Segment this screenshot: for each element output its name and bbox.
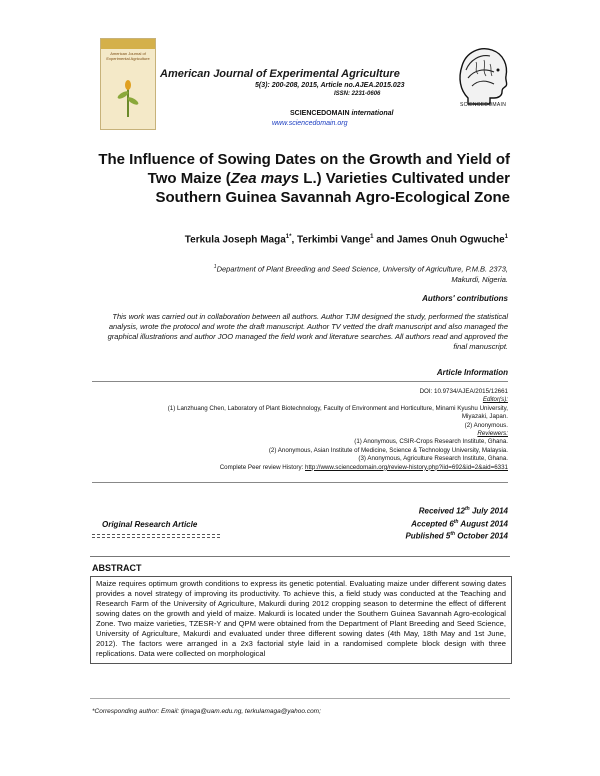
article-info-heading: Article Information <box>436 368 508 377</box>
editor-1-cont: Miyazaki, Japan. <box>461 413 508 421</box>
article-title: The Influence of Sowing Dates on the Growth and Yield of Two Maize (Zea mays L.) Varieties Cultivated under Southern Guinea Savannah Agro-Ecological Zone <box>98 151 510 206</box>
cover-title: American Journal of Experimental Agriculture <box>106 51 150 61</box>
contributions-text: This work was carried out in collaboration between all authors. Author TJM designed the study, performed the statistical analysis, wrote the protocol and wrote the draft manuscript. Author TV vetted the draft manuscript and also managed the graphical illustrations and author JOO managed the field work and literature searches. All authors read and approved the final manuscript. <box>107 312 508 351</box>
affiliation: $^1$Department of Plant Breeding and Seed Science, University of Agriculture, P.M.B. 2373, Makurdi, Nigeria. <box>213 264 508 284</box>
editor-2: (2) Anonymous. <box>464 421 508 429</box>
reviewers-label: Reviewers: <box>477 430 508 438</box>
article-info-block <box>92 388 508 472</box>
divider <box>92 381 508 382</box>
footnote-divider <box>90 698 510 699</box>
volume-info: 5(3): 200-208, 2015, Article no.AJEA.2015.023 <box>255 82 405 89</box>
divider <box>92 482 508 483</box>
abstract-heading: ABSTRACT <box>92 563 142 573</box>
article-type: Original Research Article <box>102 520 198 529</box>
accepted-date: Accepted 6th August 2014 <box>411 518 508 529</box>
contributions-heading: Authors' contributions <box>422 294 508 303</box>
species-name: Zea mays <box>230 170 300 187</box>
journal-name: American Journal of Experimental Agriculture <box>160 68 400 80</box>
editor-1: (1) Lanzhuang Chen, Laboratory of Plant Biotechnology, Faculty of Environment and Horticulture, Minami Kyushu University, <box>167 404 508 412</box>
publication-dates <box>405 504 508 542</box>
reviewer-2: (2) Anonymous, Asian Institute of Medicine, Science & Technology University, Malaysia. <box>268 446 508 454</box>
peer-review-history: Complete Peer review History: http://www.sciencedomain.org/review-history.php?iid=692&id=2&aid=6331 <box>219 463 508 471</box>
article-type-box <box>92 514 220 535</box>
cover-band <box>101 39 155 49</box>
abstract-text: Maize requires optimum growth conditions to express its genetic potential. Evaluating maize under different sowing dates provides a novel strategy of improving its productivity. To achieve this, a field study was conducted at the Teaching and Research Farm of the University of Agriculture, Makurdi during 2012 cropping season to determine the effect of different sowing dates on the growth and yield of maize. Makurdi is located under the Southern Guinea Savannah Agro-ecological Zone. Two maize varieties, TZESR-Y and QPM were obtained from the Department of Plant Breeding and Seed Science, University of Agriculture, Makurdi and evaluated under three different sowing dates (4th May, 18th May and 1st June, 2012). The factors were arranged in a 2x3 factorial style laid in a randomised complete block design with three replications. Data were collected on morphological <box>96 579 506 658</box>
cover-plant-illustration <box>115 79 141 119</box>
corresponding-author-footnote: *Corresponding author: Email: tjmaga@uam.edu.ng, terkulamaga@yahoo.com; <box>92 708 321 715</box>
reviewer-1: (1) Anonymous, CSIR-Crops Research Institute, Ghana. <box>354 438 508 446</box>
divider <box>90 556 510 557</box>
reviewer-3: (3) Anonymous, Agriculture Research Institute, Ghana. <box>358 455 508 463</box>
issn: ISSN: 2231-0606 <box>334 91 381 97</box>
published-date: Published 5th October 2014 <box>405 531 508 541</box>
received-date: Received 12th July 2014 <box>418 506 508 516</box>
editors-label: Editor(s): <box>482 396 508 404</box>
publisher-logo-icon <box>450 40 514 108</box>
author-list: Terkula Joseph Maga$^{1*}$, Terkimbi Vange$^1$ and James Onuh Ogwuche$^1$ <box>184 234 508 246</box>
publisher-name: SCIENCEDOMAIN international <box>290 110 394 117</box>
logo-caption: SCIENCEDOMAIN <box>460 102 507 108</box>
publisher-link[interactable]: www.sciencedomain.org <box>272 120 348 127</box>
dashed-divider <box>92 537 220 538</box>
doi: DOI: 10.9734/AJEA/2015/12661 <box>419 388 508 395</box>
peer-review-link[interactable]: http://www.sciencedomain.org/review-history.php?iid=692&id=2&aid=6331 <box>305 463 508 471</box>
journal-cover-image <box>100 38 156 130</box>
